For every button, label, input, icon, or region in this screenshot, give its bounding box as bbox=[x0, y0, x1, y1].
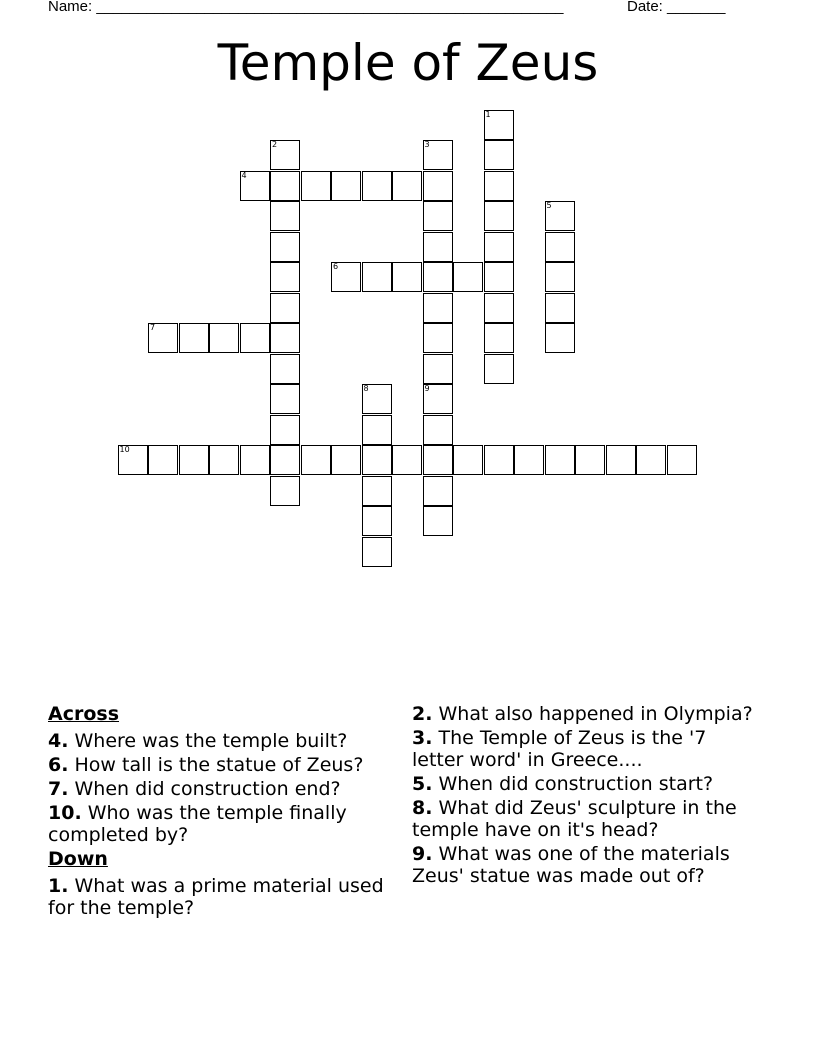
name-date-header bbox=[48, 0, 726, 15]
clue-across-10: 10. Who was the temple finally completed by? bbox=[48, 802, 347, 846]
grid-cell[interactable] bbox=[423, 323, 453, 353]
grid-cell[interactable] bbox=[606, 445, 636, 475]
grid-cell[interactable] bbox=[545, 293, 575, 323]
grid-cell[interactable] bbox=[270, 293, 300, 323]
grid-cell[interactable] bbox=[636, 445, 666, 475]
clue-down-9: 9. What was one of the materials Zeus' statue was made out of? bbox=[412, 843, 730, 887]
grid-cell[interactable] bbox=[484, 140, 514, 170]
clue-number: 3 bbox=[424, 140, 430, 149]
grid-cell[interactable] bbox=[362, 506, 392, 536]
grid-cell[interactable] bbox=[484, 171, 514, 201]
grid-cell[interactable] bbox=[270, 232, 300, 262]
grid-cell[interactable] bbox=[270, 323, 300, 353]
grid-cell[interactable] bbox=[423, 476, 453, 506]
grid-cell[interactable] bbox=[392, 171, 422, 201]
grid-cell[interactable] bbox=[362, 537, 392, 567]
clue-number: 10 bbox=[119, 445, 130, 454]
clue-number: 5 bbox=[546, 201, 552, 210]
date-line: Date: _______ bbox=[627, 0, 726, 15]
grid-cell[interactable] bbox=[118, 445, 148, 475]
grid-cell[interactable] bbox=[240, 323, 270, 353]
grid-cell[interactable] bbox=[270, 476, 300, 506]
grid-cell[interactable] bbox=[423, 384, 453, 414]
grid-cell[interactable] bbox=[545, 232, 575, 262]
clue-number: 7 bbox=[150, 323, 156, 332]
clue-number: 1 bbox=[485, 109, 491, 119]
grid-cell[interactable] bbox=[270, 262, 300, 292]
grid-cell[interactable] bbox=[148, 445, 178, 475]
clues-column-right bbox=[412, 703, 762, 889]
grid-cell[interactable] bbox=[362, 476, 392, 506]
grid-cell[interactable] bbox=[301, 445, 331, 475]
down-heading: Down bbox=[48, 848, 108, 870]
name-line: Name: ________________________________________________________ bbox=[48, 0, 564, 15]
grid-cell[interactable] bbox=[545, 445, 575, 475]
grid-cell[interactable] bbox=[423, 232, 453, 262]
grid-cell[interactable] bbox=[423, 201, 453, 231]
grid-cell[interactable] bbox=[423, 140, 453, 170]
grid-cell[interactable] bbox=[484, 201, 514, 231]
grid-cell[interactable] bbox=[331, 262, 361, 292]
grid-cell[interactable] bbox=[331, 445, 361, 475]
grid-cell[interactable] bbox=[484, 110, 514, 140]
grid-cell[interactable] bbox=[270, 201, 300, 231]
clue-down-2: 2. What also happened in Olympia? bbox=[412, 703, 753, 725]
grid-cell[interactable] bbox=[179, 445, 209, 475]
grid-cell[interactable] bbox=[240, 171, 270, 201]
grid-cell[interactable] bbox=[484, 445, 514, 475]
grid-cell[interactable] bbox=[362, 262, 392, 292]
grid-cell[interactable] bbox=[270, 171, 300, 201]
grid-cell[interactable] bbox=[423, 506, 453, 536]
grid-cell[interactable] bbox=[484, 262, 514, 292]
clues-column-left bbox=[48, 703, 398, 921]
clue-down-5: 5. When did construction start? bbox=[412, 773, 714, 795]
grid-cell[interactable] bbox=[270, 354, 300, 384]
clue-down-3: 3. The Temple of Zeus is the '7 letter word' in Greece.... bbox=[412, 727, 707, 771]
grid-cell[interactable] bbox=[484, 293, 514, 323]
clue-number: 4 bbox=[241, 170, 247, 180]
grid-cell[interactable] bbox=[240, 445, 270, 475]
clue-across-6: 6. How tall is the statue of Zeus? bbox=[48, 754, 364, 776]
grid-cell[interactable] bbox=[362, 171, 392, 201]
grid-cell[interactable] bbox=[392, 445, 422, 475]
grid-cell[interactable] bbox=[545, 201, 575, 231]
grid-cell[interactable] bbox=[484, 232, 514, 262]
clue-across-7: 7. When did construction end? bbox=[48, 778, 341, 800]
grid-cell[interactable] bbox=[209, 445, 239, 475]
grid-cell[interactable] bbox=[453, 262, 483, 292]
grid-cell[interactable] bbox=[270, 140, 300, 170]
grid-cell[interactable] bbox=[423, 262, 453, 292]
puzzle-title: Temple of Zeus bbox=[217, 34, 599, 92]
clue-number: 6 bbox=[333, 262, 339, 271]
grid-cell[interactable] bbox=[423, 415, 453, 445]
grid-cell[interactable] bbox=[331, 171, 361, 201]
clue-down-1: 1. What was a prime material used for the temple? bbox=[48, 875, 384, 919]
clue-number: 2 bbox=[272, 140, 278, 149]
grid-cell[interactable] bbox=[667, 445, 697, 475]
grid-cell[interactable] bbox=[423, 171, 453, 201]
grid-cell[interactable] bbox=[179, 323, 209, 353]
grid-cell[interactable] bbox=[545, 262, 575, 292]
clue-number: 9 bbox=[424, 384, 430, 393]
clue-down-8: 8. What did Zeus' sculpture in the temple have on it's head? bbox=[412, 797, 737, 841]
grid-cell[interactable] bbox=[453, 445, 483, 475]
across-heading: Across bbox=[48, 703, 120, 725]
grid-cell[interactable] bbox=[392, 262, 422, 292]
grid-cell[interactable] bbox=[270, 445, 300, 475]
clue-number: 8 bbox=[363, 384, 369, 393]
grid-cell[interactable] bbox=[545, 323, 575, 353]
grid-cell[interactable] bbox=[484, 354, 514, 384]
clue-across-4: 4. Where was the temple built? bbox=[48, 730, 348, 752]
grid-cell[interactable] bbox=[209, 323, 239, 353]
grid-cell[interactable] bbox=[362, 415, 392, 445]
grid-cell[interactable] bbox=[423, 445, 453, 475]
grid-cell[interactable] bbox=[484, 323, 514, 353]
grid-cell[interactable] bbox=[270, 415, 300, 445]
grid-cell[interactable] bbox=[423, 293, 453, 323]
grid-cell[interactable] bbox=[148, 323, 178, 353]
grid-cell[interactable] bbox=[270, 384, 300, 414]
grid-cell[interactable] bbox=[514, 445, 544, 475]
grid-cell[interactable] bbox=[301, 171, 331, 201]
grid-cell[interactable] bbox=[423, 354, 453, 384]
grid-cell[interactable] bbox=[362, 445, 392, 475]
grid-cell[interactable] bbox=[362, 384, 392, 414]
grid-cell[interactable] bbox=[575, 445, 605, 475]
